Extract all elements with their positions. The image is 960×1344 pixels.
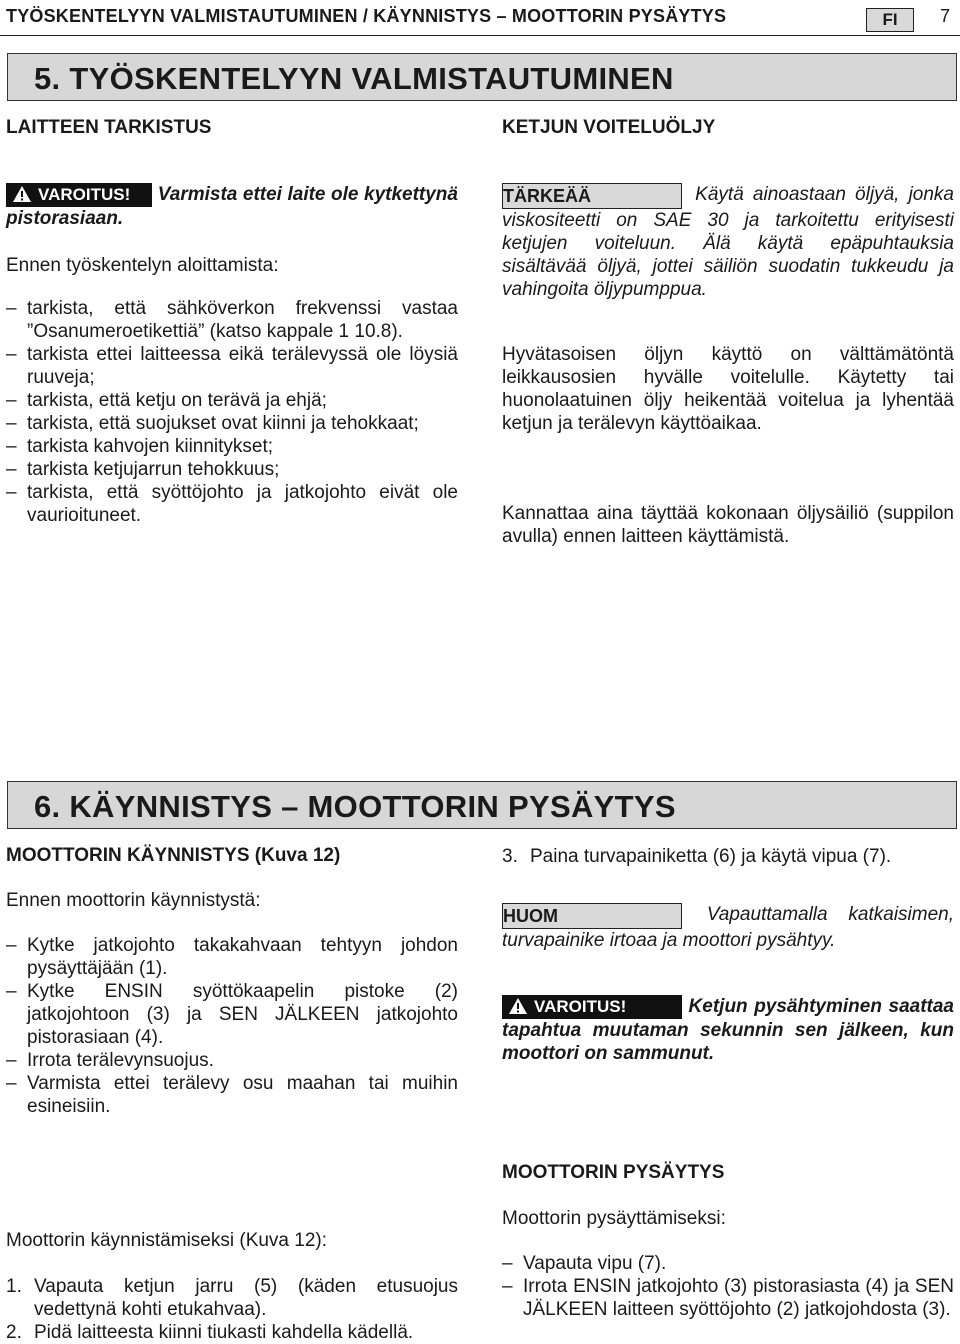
step-number: 2. <box>6 1322 22 1343</box>
language-badge: FI <box>866 8 914 32</box>
warning-text: Ketjun pysähtyminen saattaa tapahtua muutaman sekunnin sen jälkeen, kun moottori on sammunut. <box>502 996 954 1064</box>
important-badge: TÄRKEÄÄ <box>502 183 682 209</box>
stop-warning <box>502 995 954 1065</box>
start-steps-intro: Moottorin käynnistämiseksi (Kuva 12): <box>6 1230 328 1251</box>
start-prep-list <box>6 934 458 1118</box>
list-item: – Irrota ENSIN jatkojohto (3) pistorasiasta (4) ja SEN JÄLKEEN laitteen syöttöjohto (2) jatkojohdosta (3). <box>502 1275 954 1321</box>
check-intro: Ennen työskentelyn aloittamista: <box>6 255 279 276</box>
running-header-title: TYÖSKENTELYYN VALMISTAUTUMINEN / KÄYNNISTYS – MOOTTORIN PYSÄYTYS <box>6 6 727 26</box>
warning-triangle-icon <box>12 185 32 203</box>
stop-intro: Moottorin pysäyttämiseksi: <box>502 1208 726 1229</box>
page-number: 7 <box>940 6 951 26</box>
step-text: Pidä laitteesta kiinni tiukasti kahdella kädellä. <box>34 1322 414 1343</box>
step-text: Vapauta ketjun jarru (5) (käden etusuojus vedettynä kohti etukahvaa). <box>34 1276 458 1320</box>
check-warning <box>6 183 458 230</box>
start-intro: Ennen moottorin käynnistystä: <box>6 890 261 911</box>
check-list <box>6 297 458 527</box>
oil-paragraph-1: Hyvätasoisen öljyn käyttö on välttämätöntä leikkausosien hyvälle voitelulle. Käytetty tai huonolaatuinen öljy heikentää voitelua ja lyhentää ketjun ja terälevyn käyttöaikaa. <box>502 344 954 434</box>
oil-heading: KETJUN VOITELUÖLJY <box>502 117 716 138</box>
start-steps-list <box>6 1275 458 1344</box>
list-item: – tarkista ettei laitteessa eikä terälevyssä ole löysiä ruuveja; <box>6 343 458 389</box>
list-item: – tarkista ketjujarrun tehokkuus; <box>6 458 458 481</box>
section-6-title: 6. KÄYNNISTYS – MOOTTORIN PYSÄYTYS <box>34 789 676 824</box>
note-text: Vapauttamalla katkaisimen, turvapainike irtoaa ja moottori pysähtyy. <box>502 904 955 951</box>
list-item: – Irrota terälevynsuojus. <box>6 1049 458 1072</box>
list-item: – Varmista ettei terälevy osu maahan tai muihin esineisiin. <box>6 1072 458 1118</box>
list-item: – tarkista kahvojen kiinnitykset; <box>6 435 458 458</box>
warning-triangle-icon <box>508 997 528 1015</box>
note-block <box>502 903 954 952</box>
list-item: – tarkista, että sähköverkon frekvenssi vastaa ”Osanumeroetikettiä” (katso kappale 1 10.8). <box>6 297 458 343</box>
step-item <box>6 1321 458 1344</box>
list-item: – Kytke ENSIN syöttökaapelin pistoke (2) jatkojohtoon (3) ja SEN JÄLKEEN jatkojohto pistorasiaan (4). <box>6 980 458 1049</box>
warning-badge <box>6 183 152 207</box>
stop-list <box>502 1252 954 1321</box>
section-5-title: 5. TYÖSKENTELYYN VALMISTAUTUMINEN <box>34 61 674 96</box>
warning-label: VAROITUS! <box>534 997 627 1016</box>
list-item: – tarkista, että ketju on terävä ja ehjä; <box>6 389 458 412</box>
check-heading: LAITTEEN TARKISTUS <box>6 117 212 138</box>
step-item <box>502 845 954 868</box>
step-text: Paina turvapainiketta (6) ja käytä vipua (7). <box>530 846 892 867</box>
start-heading: MOOTTORIN KÄYNNISTYS (Kuva 12) <box>6 845 341 866</box>
warning-label: VAROITUS! <box>38 185 131 204</box>
oil-important <box>502 183 954 301</box>
section-6-title-bar <box>7 781 957 829</box>
list-item: – tarkista, että suojukset ovat kiinni ja tehokkaat; <box>6 412 458 435</box>
start-step-3 <box>502 845 954 868</box>
list-item: – Kytke jatkojohto takakahvaan tehtyyn johdon pysäyttäjään (1). <box>6 934 458 980</box>
step-item <box>6 1275 458 1321</box>
step-number: 3. <box>502 846 518 867</box>
oil-paragraph-2: Kannattaa aina täyttää kokonaan öljysäiliö (suppilon avulla) ennen laitteen käyttämistä. <box>502 503 954 547</box>
stop-heading: MOOTTORIN PYSÄYTYS <box>502 1162 725 1183</box>
note-badge: HUOM <box>502 903 682 929</box>
header-divider <box>0 35 960 36</box>
warning-badge <box>502 995 682 1019</box>
step-number: 1. <box>6 1276 22 1297</box>
section-5-title-bar <box>7 53 957 101</box>
list-item: – tarkista, että syöttöjohto ja jatkojohto eivät ole vaurioituneet. <box>6 481 458 527</box>
warning-text: Varmista ettei laite ole kytkettynä pistorasiaan. <box>6 184 458 229</box>
list-item: – Vapauta vipu (7). <box>502 1252 954 1275</box>
important-text: Käytä ainoastaan öljyä, jonka viskositeetti on SAE 30 ja tarkoitettu erityisesti ketjujen voiteluun. Älä käytä epäpuhtauksia sisältävää öljyä, jottei säiliön suodatin tukkeudu ja vahingoita öljypumppua. <box>502 184 954 300</box>
